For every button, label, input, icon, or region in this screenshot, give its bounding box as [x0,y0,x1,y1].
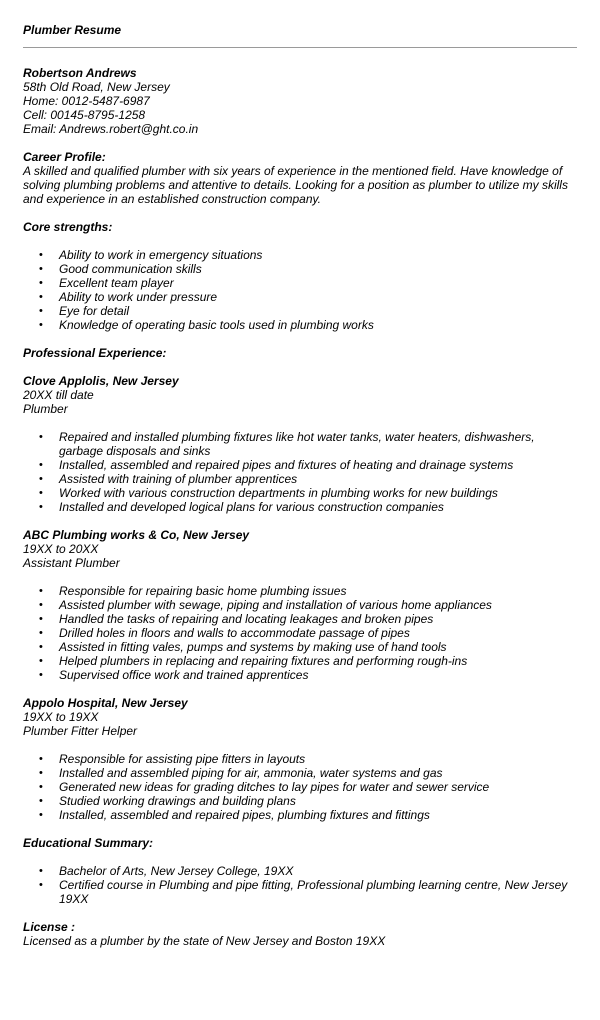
career-profile-section [23,150,579,206]
list-item: • Bachelor of Arts, New Jersey College, 19XX [23,864,579,878]
experience-heading: Professional Experience: [23,346,167,360]
list-item: • Helped plumbers in replacing and repairing fixtures and performing rough-ins [23,654,579,668]
core-strengths-section [23,220,579,332]
list-item: • Certified course in Plumbing and pipe fitting, Professional plumbing learning centre, New Jersey 19XX [23,878,579,906]
education-heading: Educational Summary: [23,836,154,850]
list-item: • Ability to work under pressure [23,290,579,304]
license-heading: License : [23,920,76,934]
document-title: Plumber Resume [23,23,122,37]
career-profile-text: A skilled and qualified plumber with six years of experience in the mentioned field. Have knowledge of solving plumbing problems and attentive to details. Looking for a position as plumber to utilize my skills and experience in an established construction company. [23,164,568,206]
list-item: • Assisted in fitting vales, pumps and systems by making use of hand tools [23,640,579,654]
job-dates: 19XX to 19XX [23,710,99,724]
cell-phone: Cell: 00145-8795-1258 [23,108,146,122]
resume-body [23,66,579,948]
list-item: • Repaired and installed plumbing fixtures like hot water tanks, water heaters, dishwashers, garbage disposals and sinks [23,430,579,458]
education-section [23,836,579,906]
education-list [23,864,579,906]
candidate-name: Robertson Andrews [23,66,137,80]
list-item: • Installed and developed logical plans for various construction companies [23,500,579,514]
job-company: Clove Applolis, New Jersey [23,374,179,388]
title-divider [23,47,577,48]
job-role: Plumber [23,402,68,416]
list-item: • Good communication skills [23,262,579,276]
career-profile-heading: Career Profile: [23,150,106,164]
job-entry [23,528,579,682]
license-section [23,920,579,948]
list-item: • Installed, assembled and repaired pipes, plumbing fixtures and fittings [23,808,579,822]
list-item: • Drilled holes in floors and walls to accommodate passage of pipes [23,626,579,640]
home-phone: Home: 0012-5487-6987 [23,94,150,108]
list-item: • Eye for detail [23,304,579,318]
list-item: • Installed, assembled and repaired pipes and fixtures of heating and drainage systems [23,458,579,472]
core-strengths-heading: Core strengths: [23,220,113,234]
list-item: • Assisted with training of plumber apprentices [23,472,579,486]
job-duties-list [23,752,579,822]
list-item: • Ability to work in emergency situations [23,248,579,262]
job-role: Assistant Plumber [23,556,120,570]
list-item: • Knowledge of operating basic tools used in plumbing works [23,318,579,332]
core-strengths-list [23,248,579,332]
list-item: • Excellent team player [23,276,579,290]
job-duties-list [23,430,579,514]
experience-section [23,346,579,822]
list-item: • Studied working drawings and building plans [23,794,579,808]
list-item: • Responsible for assisting pipe fitters in layouts [23,752,579,766]
list-item: • Handled the tasks of repairing and locating leakages and broken pipes [23,612,579,626]
job-entry [23,696,579,822]
job-company: Appolo Hospital, New Jersey [23,696,188,710]
job-duties-list [23,584,579,682]
job-entry [23,374,579,514]
job-dates: 19XX to 20XX [23,542,99,556]
email: Email: Andrews.robert@ght.co.in [23,122,199,136]
list-item: • Installed and assembled piping for air, ammonia, water systems and gas [23,766,579,780]
job-role: Plumber Fitter Helper [23,724,138,738]
job-company: ABC Plumbing works & Co, New Jersey [23,528,250,542]
list-item: • Supervised office work and trained apprentices [23,668,579,682]
list-item: • Responsible for repairing basic home plumbing issues [23,584,579,598]
list-item: • Generated new ideas for grading ditches to lay pipes for water and sewer service [23,780,579,794]
list-item: • Worked with various construction departments in plumbing works for new buildings [23,486,579,500]
address: 58th Old Road, New Jersey [23,80,170,94]
contact-block [23,66,579,136]
license-text: Licensed as a plumber by the state of New Jersey and Boston 19XX [23,934,386,948]
list-item: • Assisted plumber with sewage, piping and installation of various home appliances [23,598,579,612]
job-dates: 20XX till date [23,388,94,402]
